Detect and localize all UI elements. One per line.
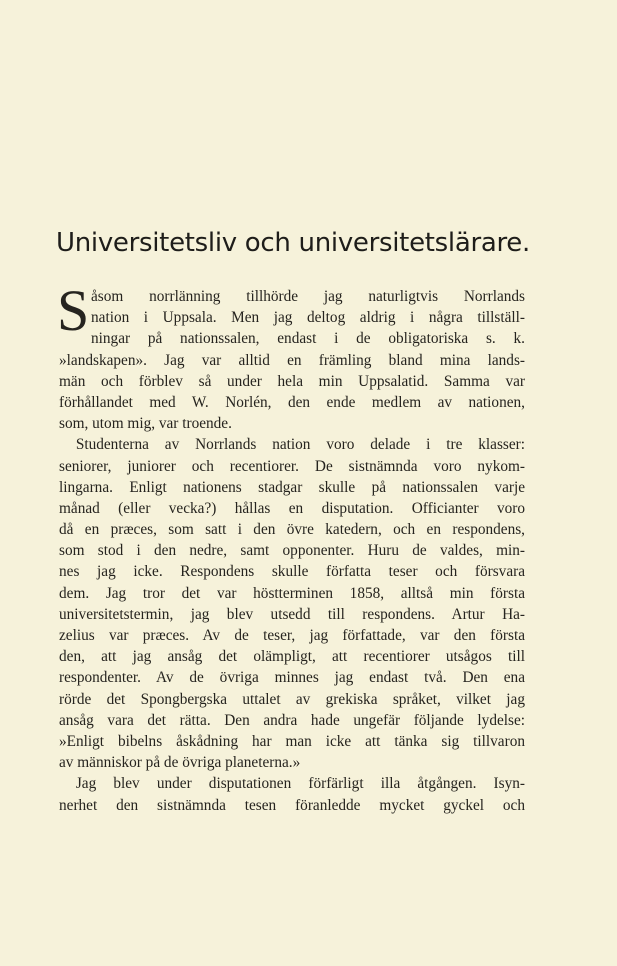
text-line: Studenterna av Norrlands nation voro delade i tre klasser: bbox=[75, 436, 525, 454]
text-line: månad (eller vecka?) hållas en disputation. Officianter voro bbox=[59, 499, 525, 517]
body-text bbox=[57, 278, 525, 816]
text-line: »landskapen». Jag var alltid en främling bland mina lands- bbox=[59, 351, 525, 369]
text-line: som, utom mig, var troende. bbox=[59, 415, 232, 433]
text-line: universitetstermin, jag blev utsedd till respondens. Artur Ha- bbox=[59, 605, 525, 623]
text-line: lingarna. Enligt nationens stadgar skulle på nationssalen varje bbox=[59, 478, 525, 496]
text-line: då en præces, som satt i den övre katedern, och en respondens, bbox=[59, 521, 525, 539]
text-line: män och förblev så under hela min Uppsalatid. Samma var bbox=[59, 372, 525, 390]
text-line: respondenter. Av de övriga minnes jag endast två. Den ena bbox=[59, 669, 525, 687]
text-line: rörde det Spongbergska uttalet av grekiska språket, vilket jag bbox=[59, 690, 525, 708]
drop-cap: S bbox=[57, 278, 90, 343]
text-line: nes jag icke. Respondens skulle författa teser och försvara bbox=[59, 563, 525, 581]
text-line: åsom norrlänning tillhörde jag naturligtvis Norrlands bbox=[91, 288, 525, 305]
chapter-title: Universitetsliv och universitetslärare. bbox=[56, 228, 530, 258]
text-line: dem. Jag tror det var höstterminen 1858, alltså min första bbox=[59, 584, 525, 602]
text-line: förhållandet med W. Norlén, den ende medlem av nationen, bbox=[59, 393, 525, 411]
text-line: ningar på nationssalen, endast i de obligatoriska s. k. bbox=[91, 330, 525, 348]
text-line: den, att jag ansåg det olämpligt, att recentiorer utsågos till bbox=[59, 648, 525, 666]
text-line: nerhet den sistnämnda tesen föranledde mycket gyckel och bbox=[59, 796, 525, 814]
text-line: av människor på de övriga planeterna.» bbox=[59, 754, 301, 772]
text-line: Jag blev under disputationen förfärligt illa åtgången. Isyn- bbox=[75, 775, 525, 793]
text-line: »Enligt bibelns åskådning har man icke att tänka sig tillvaron bbox=[59, 732, 525, 750]
text-line: nation i Uppsala. Men jag deltog aldrig i några tillställ- bbox=[91, 309, 525, 327]
first-paragraph-lead bbox=[57, 278, 525, 350]
text-line: seniorer, juniorer och recentiorer. De sistnämnda voro nykom- bbox=[59, 457, 525, 475]
text-line: zelius var præces. Av de teser, jag författade, var den första bbox=[59, 627, 525, 644]
text-line: som stod i den nedre, samt opponenter. Huru de valdes, min- bbox=[59, 542, 525, 560]
text-line: ansåg vara det rätta. Den andra hade ungefär följande lydelse: bbox=[59, 711, 525, 729]
